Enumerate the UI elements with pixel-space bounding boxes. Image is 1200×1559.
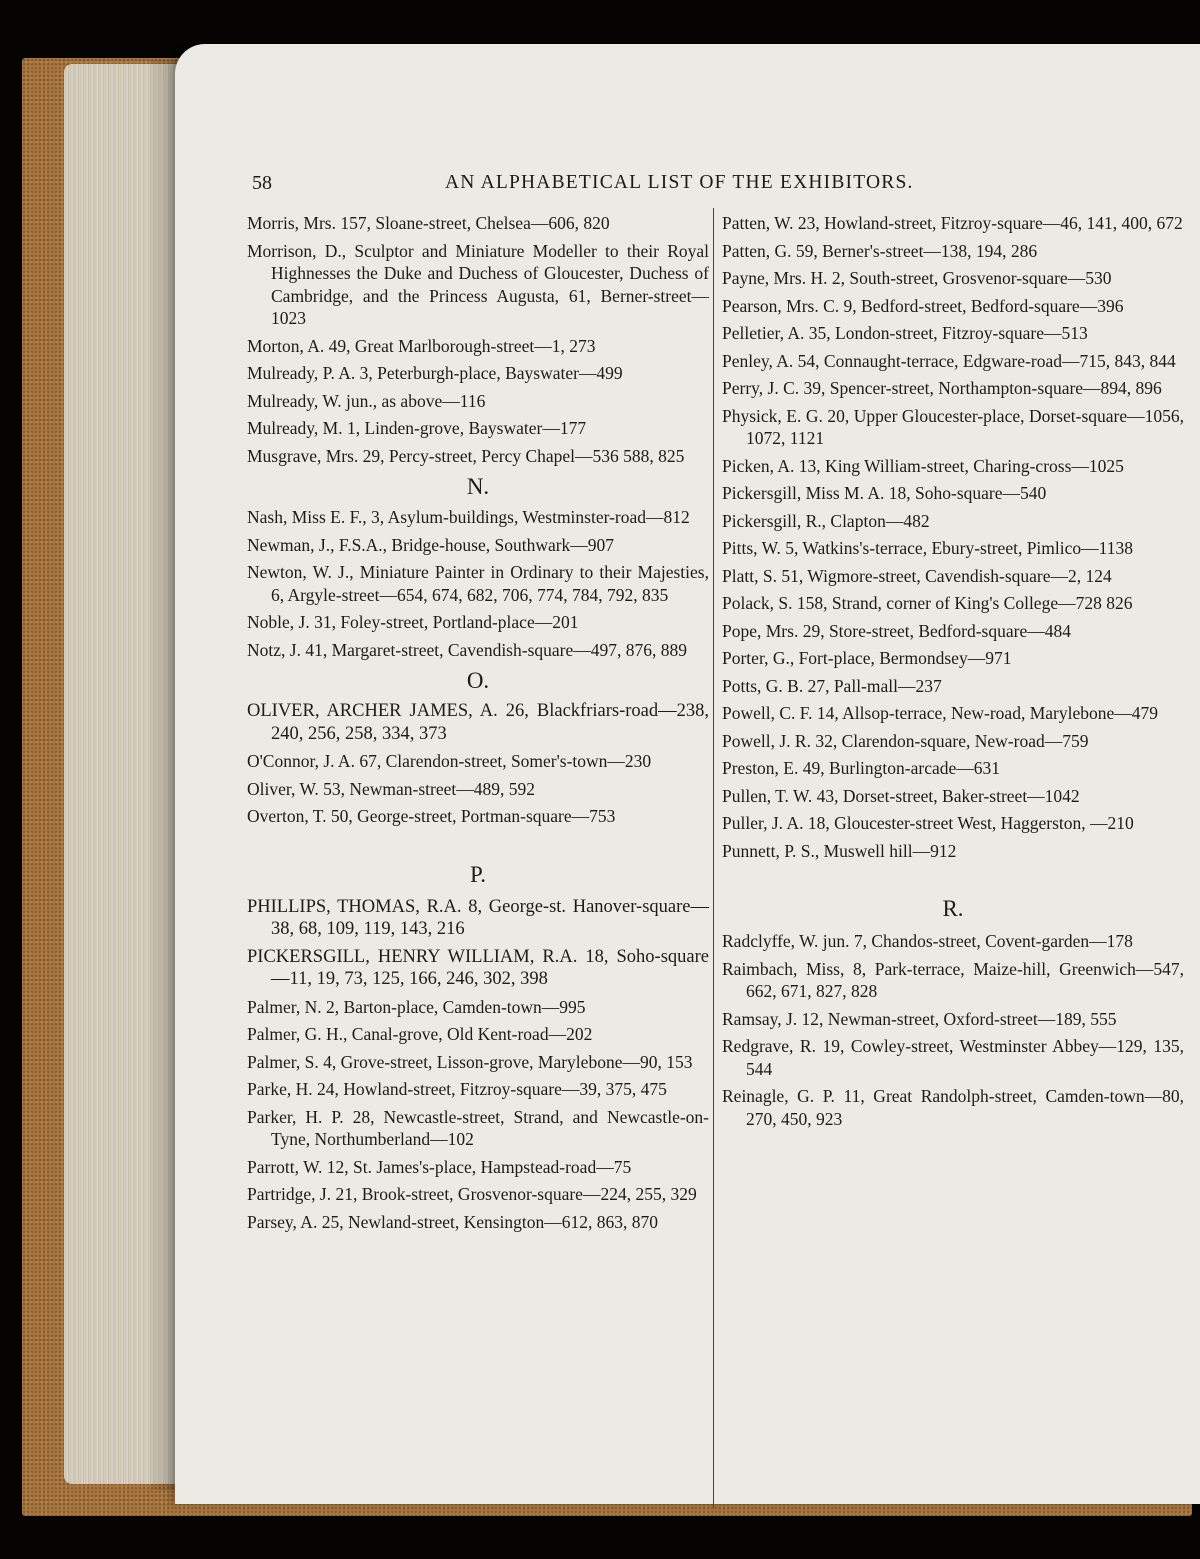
exhibitor-entry: Palmer, G. H., Canal-grove, Old Kent-road—202: [247, 1024, 593, 1044]
section-letter: N.: [466, 474, 490, 499]
exhibitor-entry: Redgrave, R. 19, Cowley-street, Westminster Abbey—129, 135, 544: [722, 1036, 1184, 1079]
exhibitor-entry: Puller, J. A. 18, Gloucester-street West, Haggerston, —210: [722, 813, 1134, 833]
exhibitor-entry: Notz, J. 41, Margaret-street, Cavendish-square—497, 876, 889: [247, 639, 687, 660]
exhibitor-entry: Perry, J. C. 39, Spencer-street, Northampton-square—894, 896: [722, 378, 1162, 398]
exhibitor-entry: Ramsay, J. 12, Newman-street, Oxford-street—189, 555: [722, 1008, 1117, 1029]
exhibitor-entry: Physick, E. G. 20, Upper Gloucester-place, Dorset-square—1056, 1072, 1121: [722, 405, 1184, 448]
exhibitor-entry: Pullen, T. W. 43, Dorset-street, Baker-street—1042: [722, 785, 1080, 806]
exhibitor-entry: Polack, S. 158, Strand, corner of King's College—728 826: [722, 593, 1133, 613]
exhibitor-entry: Pearson, Mrs. C. 9, Bedford-street, Bedford-square—396: [722, 295, 1124, 316]
exhibitor-entry: Palmer, N. 2, Barton-place, Camden-town—995: [247, 996, 586, 1017]
exhibitor-entry: Palmer, S. 4, Grove-street, Lisson-grove, Marylebone—90, 153: [247, 1051, 693, 1072]
exhibitor-entry: Overton, T. 50, George-street, Portman-square—753: [247, 806, 616, 826]
exhibitor-entry: Morrison, D., Sculptor and Miniature Modeller to their Royal Highnesses the Duke and Duchess of Gloucester, Duchess of Cambridge, and the Princess Augusta, 61, Berner-street—1023: [247, 240, 709, 328]
exhibitor-entry: Pickersgill, R., Clapton—482: [722, 510, 930, 531]
exhibitor-entry: Newton, W. J., Miniature Painter in Ordinary to their Majesties, 6, Argyle-street—654, 674, 682, 706, 774, 784, 792, 835: [247, 562, 709, 605]
section-letter: R.: [942, 896, 964, 921]
exhibitor-entry: Preston, E. 49, Burlington-arcade—631: [722, 758, 1001, 778]
exhibitor-entry: OLIVER, ARCHER JAMES, A. 26, Blackfriars-road—238, 240, 256, 258, 334, 373: [247, 701, 709, 744]
exhibitor-entry: Mulready, W. jun., as above—116: [247, 390, 486, 411]
exhibitor-entry: Parrott, W. 12, St. James's-place, Hampstead-road—75: [247, 1156, 632, 1177]
exhibitor-entry: Platt, S. 51, Wigmore-street, Cavendish-square—2, 124: [722, 565, 1112, 586]
exhibitor-entry: Porter, G., Fort-place, Bermondsey—971: [722, 648, 1012, 668]
exhibitor-entry: Noble, J. 31, Foley-street, Portland-place—201: [247, 612, 579, 632]
running-title: AN ALPHABETICAL LIST OF THE EXHIBITORS.: [445, 172, 914, 193]
exhibitor-entry: Oliver, W. 53, Newman-street—489, 592: [247, 778, 535, 799]
exhibitor-entry: Pope, Mrs. 29, Store-street, Bedford-square—484: [722, 620, 1071, 641]
right-column: [722, 212, 1184, 1135]
exhibitor-entry: PHILLIPS, THOMAS, R.A. 8, George-st. Hanover-square—38, 68, 109, 119, 143, 216: [247, 896, 709, 939]
exhibitor-entry: Parker, H. P. 28, Newcastle-street, Strand, and Newcastle-on-Tyne, Northumberland—102: [247, 1106, 709, 1149]
exhibitor-entry: Parke, H. 24, Howland-street, Fitzroy-square—39, 375, 475: [247, 1079, 667, 1099]
exhibitor-entry: Pitts, W. 5, Watkins's-terrace, Ebury-street, Pimlico—1138: [722, 538, 1133, 558]
exhibitor-entry: Powell, C. F. 14, Allsop-terrace, New-road, Marylebone—479: [722, 703, 1159, 723]
exhibitor-entry: Pelletier, A. 35, London-street, Fitzroy-square—513: [722, 323, 1088, 343]
exhibitor-entry: Mulready, P. A. 3, Peterburgh-place, Bayswater—499: [247, 363, 623, 383]
exhibitor-entry: Reinagle, G. P. 11, Great Randolph-street, Camden-town—80, 270, 450, 923: [722, 1086, 1184, 1129]
exhibitor-entry: Powell, J. R. 32, Clarendon-square, New-road—759: [722, 730, 1089, 751]
exhibitor-entry: Potts, G. B. 27, Pall-mall—237: [722, 675, 942, 696]
left-column: [247, 212, 709, 1238]
column-divider: [713, 208, 714, 1508]
exhibitor-entry: Partridge, J. 21, Brook-street, Grosvenor-square—224, 255, 329: [247, 1184, 697, 1204]
exhibitor-entry: Parsey, A. 25, Newland-street, Kensington—612, 863, 870: [247, 1211, 659, 1232]
exhibitor-entry: Musgrave, Mrs. 29, Percy-street, Percy Chapel—536 588, 825: [247, 445, 685, 466]
exhibitor-entry: Mulready, M. 1, Linden-grove, Bayswater—177: [247, 418, 587, 438]
section-letter: P.: [470, 861, 486, 887]
page-number: 58: [252, 172, 272, 194]
exhibitor-entry: Raimbach, Miss, 8, Park-terrace, Maize-hill, Greenwich—547, 662, 671, 827, 828: [722, 958, 1184, 1001]
exhibitor-entry: Payne, Mrs. H. 2, South-street, Grosvenor-square—530: [722, 268, 1112, 288]
exhibitor-entry: Pickersgill, Miss M. A. 18, Soho-square—540: [722, 483, 1047, 503]
exhibitor-entry: Radclyffe, W. jun. 7, Chandos-street, Covent-garden—178: [722, 931, 1133, 951]
page-header: [250, 172, 1180, 196]
exhibitor-entry: PICKERSGILL, HENRY WILLIAM, R.A. 18, Soho-square—11, 19, 73, 125, 166, 246, 302, 398: [247, 946, 709, 989]
exhibitor-entry: Morris, Mrs. 157, Sloane-street, Chelsea—606, 820: [247, 213, 610, 233]
exhibitor-entry: Patten, W. 23, Howland-street, Fitzroy-square—46, 141, 400, 672: [722, 213, 1183, 233]
exhibitor-entry: Penley, A. 54, Connaught-terrace, Edgware-road—715, 843, 844: [722, 350, 1176, 371]
exhibitor-entry: Picken, A. 13, King William-street, Charing-cross—1025: [722, 455, 1124, 476]
exhibitor-entry: Patten, G. 59, Berner's-street—138, 194, 286: [722, 240, 1038, 261]
section-letter: O.: [466, 668, 490, 693]
exhibitor-entry: Newman, J., F.S.A., Bridge-house, Southwark—907: [247, 534, 615, 555]
exhibitor-entry: Morton, A. 49, Great Marlborough-street—1, 273: [247, 335, 596, 356]
exhibitor-entry: O'Connor, J. A. 67, Clarendon-street, Somer's-town—230: [247, 751, 652, 771]
exhibitor-entry: Nash, Miss E. F., 3, Asylum-buildings, Westminster-road—812: [247, 507, 690, 527]
exhibitor-entry: Punnett, P. S., Muswell hill—912: [722, 840, 957, 861]
